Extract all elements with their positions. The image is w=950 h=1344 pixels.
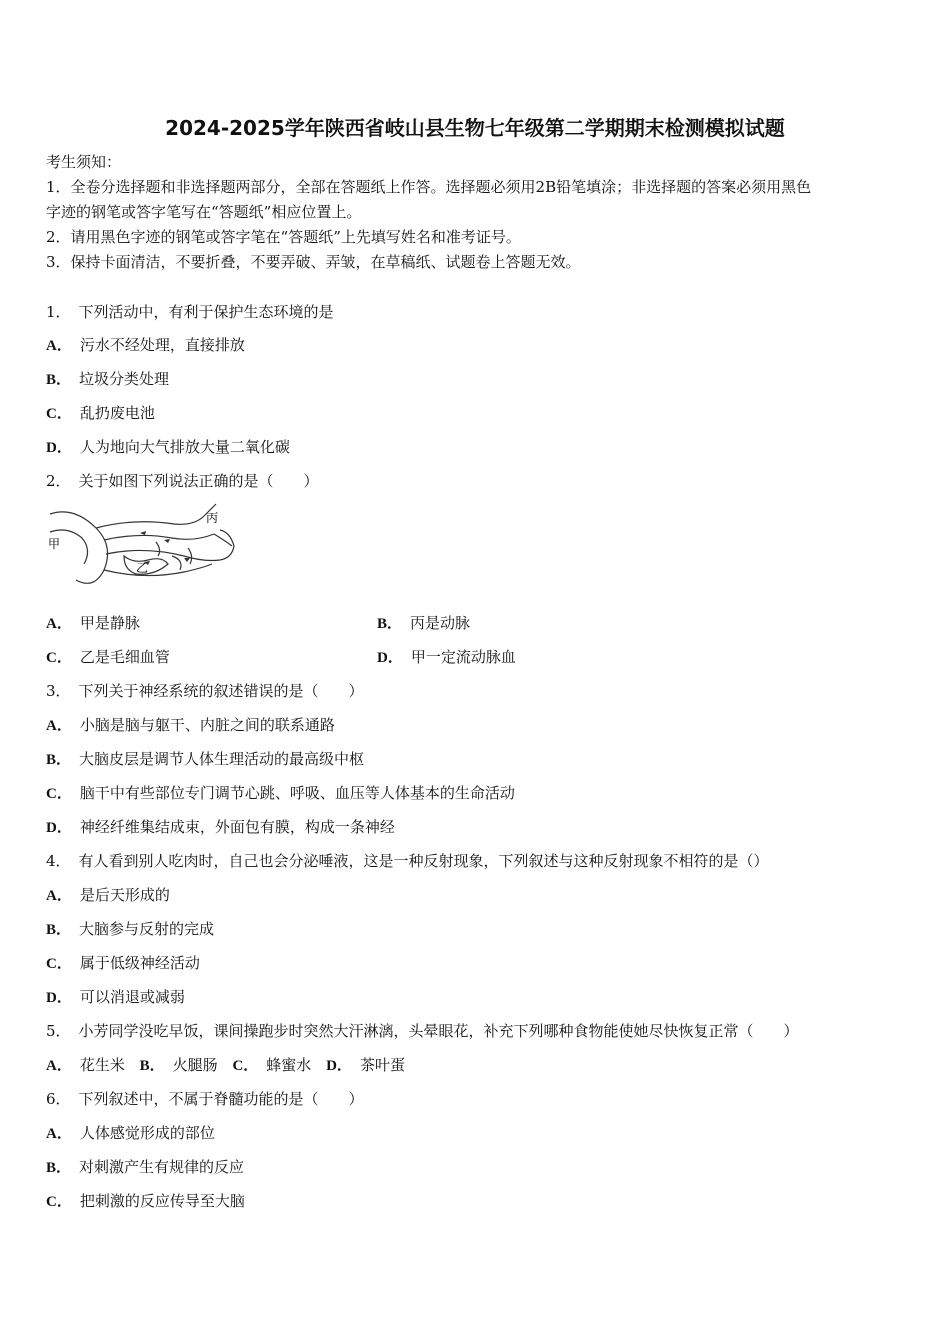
option-d[interactable] — [377, 647, 516, 668]
notice-item: 3．保持卡面清洁，不要折叠，不要弄破、弄皱，在草稿纸、试题卷上答题无效。 — [46, 253, 581, 271]
page-title: 2024-2025学年陕西省岐山县生物七年级第二学期期末检测模拟试题 — [165, 116, 785, 140]
option-letter: B． — [46, 1160, 72, 1176]
option-c[interactable] — [232, 1055, 311, 1076]
option-a[interactable] — [46, 715, 335, 736]
option-text: 是后天形成的 — [79, 886, 170, 904]
option-text: 大脑参与反射的完成 — [79, 920, 215, 938]
option-a[interactable] — [46, 1123, 215, 1144]
option-c[interactable] — [46, 783, 515, 804]
question-number: 2． — [46, 472, 71, 490]
option-letter: D． — [46, 820, 72, 836]
option-letter: D． — [46, 440, 72, 456]
option-letter: D． — [46, 990, 72, 1006]
option-text: 火腿肠 — [172, 1056, 218, 1074]
option-letter: D． — [326, 1058, 352, 1074]
blood-vessel-diagram — [44, 500, 244, 605]
option-d[interactable] — [46, 817, 395, 838]
option-letter: C． — [232, 1058, 259, 1074]
notice-heading: 考生须知： — [46, 153, 122, 171]
question-stem — [46, 1089, 364, 1109]
question-text: 下列关于神经系统的叙述错误的是（ ） — [78, 682, 364, 700]
question-text: 关于如图下列说法正确的是（ ） — [78, 472, 319, 490]
option-text: 脑干中有些部位专门调节心跳、呼吸、血压等人体基本的生命活动 — [79, 784, 515, 802]
question-text: 有人看到别人吃肉时，自己也会分泌唾液，这是一种反射现象，下列叙述与这种反射现象不相符的是（） — [78, 852, 769, 870]
option-b[interactable] — [46, 749, 364, 770]
question-stem — [46, 851, 769, 871]
option-letter: A． — [46, 616, 72, 632]
option-text: 可以消退或减弱 — [79, 988, 185, 1006]
option-text: 花生米 — [79, 1056, 125, 1074]
option-letter: D． — [377, 650, 403, 666]
option-text: 人为地向大气排放大量二氧化碳 — [79, 438, 290, 456]
option-text: 乙是毛细血管 — [79, 648, 170, 666]
option-letter: B． — [46, 922, 72, 938]
option-text: 属于低级神经活动 — [79, 954, 200, 972]
option-d[interactable] — [46, 437, 290, 458]
question-stem — [46, 302, 334, 322]
option-a[interactable] — [46, 885, 170, 906]
option-c[interactable] — [46, 953, 200, 974]
option-b[interactable] — [46, 1157, 244, 1178]
option-row — [46, 1055, 415, 1076]
notice-item: 字迹的钢笔或答字笔写在“答题纸”相应位置上。 — [46, 203, 362, 221]
option-b[interactable] — [46, 369, 169, 390]
option-letter: B． — [377, 616, 403, 632]
option-a[interactable] — [46, 613, 140, 634]
question-stem — [46, 681, 364, 701]
option-text: 神经纤维集结成束，外面包有膜，构成一条神经 — [79, 818, 395, 836]
option-text: 人体感觉形成的部位 — [79, 1124, 215, 1142]
question-stem — [46, 471, 319, 491]
option-c[interactable] — [46, 647, 170, 668]
label-bing: 丙 — [206, 511, 219, 525]
option-letter: C． — [46, 650, 72, 666]
option-letter: A． — [46, 338, 72, 354]
question-text: 下列叙述中，不属于脊髓功能的是（ ） — [78, 1090, 364, 1108]
option-text: 对刺激产生有规律的反应 — [79, 1158, 245, 1176]
option-c[interactable] — [46, 403, 155, 424]
option-letter: B． — [139, 1058, 165, 1074]
option-b[interactable] — [377, 613, 470, 634]
option-text: 丙是动脉 — [410, 614, 471, 632]
option-b[interactable] — [46, 919, 214, 940]
question-number: 3． — [46, 682, 71, 700]
option-text: 大脑皮层是调节人体生理活动的最高级中枢 — [79, 750, 365, 768]
option-letter: A． — [46, 1126, 72, 1142]
option-text: 茶叶蛋 — [359, 1056, 405, 1074]
option-letter: C． — [46, 956, 72, 972]
option-letter: C． — [46, 786, 72, 802]
question-stem — [46, 1021, 799, 1041]
option-a[interactable] — [46, 1055, 125, 1076]
option-letter: B． — [46, 752, 72, 768]
option-letter: A． — [46, 888, 72, 904]
question-text: 小芳同学没吃早饭，课间操跑步时突然大汗淋漓，头晕眼花，补充下列哪种食物能使她尽快恢复正常（ ） — [78, 1022, 799, 1040]
option-text: 蜂蜜水 — [266, 1056, 312, 1074]
option-text: 小脑是脑与躯干、内脏之间的联系通路 — [79, 716, 335, 734]
label-jia: 甲 — [48, 537, 61, 551]
option-a[interactable] — [46, 335, 245, 356]
option-letter: C． — [46, 406, 72, 422]
option-text: 乱扔废电池 — [79, 404, 155, 422]
option-letter: A． — [46, 718, 72, 734]
option-c[interactable] — [46, 1191, 245, 1212]
question-number: 1． — [46, 303, 71, 321]
option-text: 把刺激的反应传导至大脑 — [79, 1192, 245, 1210]
question-number: 4． — [46, 852, 71, 870]
option-d[interactable] — [46, 987, 185, 1008]
option-text: 污水不经处理，直接排放 — [79, 336, 245, 354]
option-text: 甲一定流动脉血 — [410, 648, 516, 666]
question-number: 5． — [46, 1022, 71, 1040]
notice-item: 1．全卷分选择题和非选择题两部分，全部在答题纸上作答。选择题必须用2B铅笔填涂；非选择题的答案必须用黑色 — [46, 178, 812, 196]
option-letter: C． — [46, 1194, 72, 1210]
option-letter: B． — [46, 372, 72, 388]
option-text: 垃圾分类处理 — [79, 370, 170, 388]
question-text: 下列活动中，有利于保护生态环境的是 — [78, 303, 334, 321]
notice-item: 2．请用黑色字迹的钢笔或答字笔在“答题纸”上先填写姓名和准考证号。 — [46, 228, 521, 246]
option-d[interactable] — [326, 1055, 405, 1076]
option-letter: A． — [46, 1058, 72, 1074]
option-b[interactable] — [140, 1055, 218, 1076]
label-yi: 乙 — [136, 561, 149, 575]
option-text: 甲是静脉 — [79, 614, 140, 632]
question-number: 6． — [46, 1090, 71, 1108]
